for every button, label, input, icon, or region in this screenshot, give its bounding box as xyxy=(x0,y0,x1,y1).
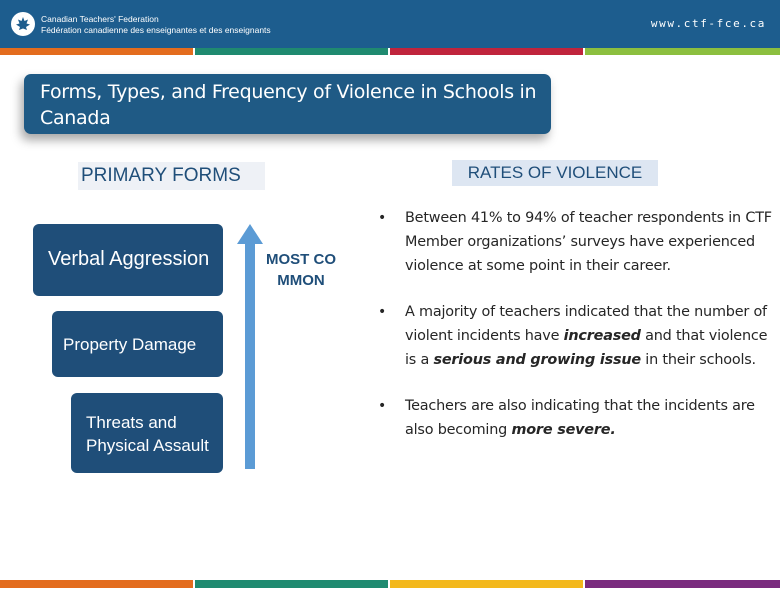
bullet-item xyxy=(378,300,773,372)
bullet-icon: • xyxy=(378,398,387,414)
bottom-stripe-purple xyxy=(585,580,780,588)
bullet-emphasis: more severe. xyxy=(511,422,616,438)
bullet-text: in their schools. xyxy=(640,352,756,368)
top-stripe-green xyxy=(585,48,780,55)
frequency-arrow-icon xyxy=(235,224,265,470)
bullet-item xyxy=(378,394,773,442)
bullet-text: Between 41% to 94% of teacher respondents in CTF Member organizations’ surveys have experienced violence at some point in their career. xyxy=(405,210,772,274)
bottom-stripe-yellow xyxy=(390,580,583,588)
most-common-label: MOST COMMON xyxy=(266,251,336,289)
header-bar xyxy=(0,0,780,48)
form-threats-physical-assault xyxy=(71,393,223,473)
rates-bullet-list xyxy=(378,206,773,464)
form-verbal-aggression xyxy=(33,224,223,296)
slide-title-box xyxy=(24,74,551,134)
website-url: www.ctf-fce.ca xyxy=(650,17,766,30)
form-label: Threats and Physical Assault xyxy=(86,413,209,455)
top-stripe-orange xyxy=(0,48,193,55)
bullet-icon: • xyxy=(378,304,387,320)
top-stripe-red xyxy=(390,48,583,55)
primary-forms-heading: PRIMARY FORMS xyxy=(78,162,265,190)
bottom-stripe-orange xyxy=(0,580,193,588)
ctf-logo-icon xyxy=(11,12,35,36)
bullet-icon: • xyxy=(378,210,387,226)
bullet-emphasis: serious and growing issue xyxy=(433,352,641,368)
form-property-damage xyxy=(52,311,223,377)
org-name-english: Canadian Teachers' Federation xyxy=(41,14,159,24)
bullet-item xyxy=(378,206,773,278)
bullet-text: and that violence is a xyxy=(405,328,768,368)
rates-of-violence-heading: RATES OF VIOLENCE xyxy=(452,160,658,186)
slide-title: Forms, Types, and Frequency of Violence in Schools in Canada xyxy=(40,81,537,129)
bullet-text: Teachers are also indicating that the incidents are also becoming xyxy=(405,398,755,438)
org-name-french: Fédération canadienne des enseignantes et des enseignants xyxy=(41,25,271,35)
bullet-emphasis: increased xyxy=(563,328,641,344)
form-label: Verbal Aggression xyxy=(48,248,210,270)
bullet-text: A majority of teachers indicated that the number of violent incidents have xyxy=(405,304,767,344)
bottom-stripe-teal xyxy=(195,580,388,588)
top-stripe-teal xyxy=(195,48,388,55)
form-label: Property Damage xyxy=(63,335,197,354)
